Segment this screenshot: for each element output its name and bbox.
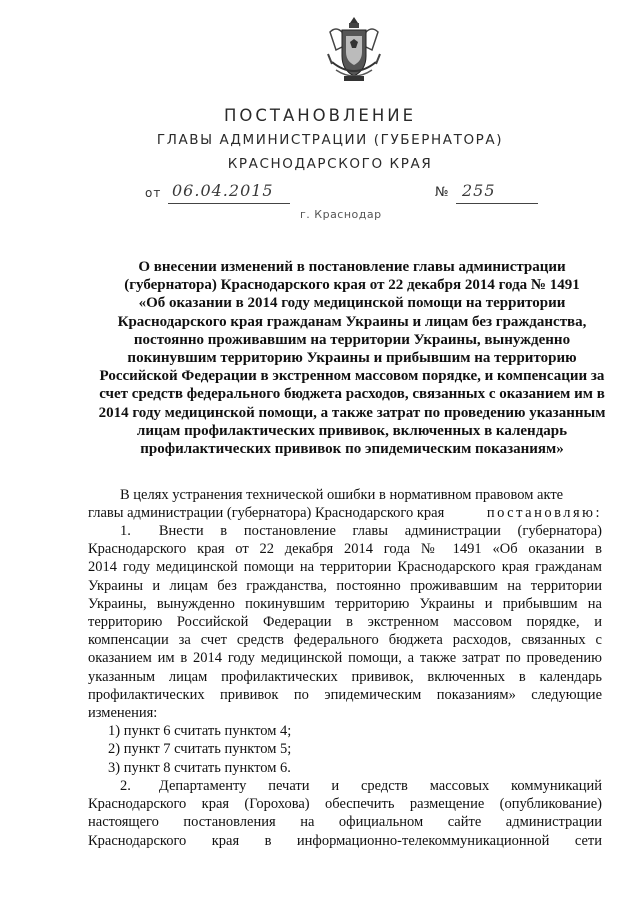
paragraph-line: Украины и лицам без гражданства, постоянно проживавшим на территории: [88, 577, 602, 594]
preamble-line: [88, 504, 602, 522]
title-line: профилактических прививок по эпидемическим показаниям»: [140, 441, 564, 458]
preamble: [88, 486, 602, 522]
paragraph-text: Внести в постановление главы администрации (губернатора): [158, 523, 602, 539]
title-line: «Об оказании в 2014 году медицинской помощи на территории: [138, 295, 566, 312]
number-prefix: №: [435, 185, 449, 200]
title-line: (губернатора) Краснодарского края от 22 декабря 2014 года № 1491: [124, 277, 580, 294]
title-line: лицам профилактических прививок, включенных в календарь: [136, 422, 568, 439]
title-line: счет средств федерального бюджета расходов, связанных с оказанием им в: [99, 386, 605, 403]
paragraph-line: компенсации за счет средств федерального бюджета расходов, связанных с: [88, 632, 602, 649]
issuer-heading-line-1: ГЛАВЫ АДМИНИСТРАЦИИ (ГУБЕРНАТОРА): [156, 132, 504, 148]
list-item: 3) пункт 8 считать пунктом 6.: [108, 759, 291, 776]
paragraph-line: профилактических прививок по эпидемическим показаниям» следующие: [88, 686, 602, 703]
paragraph-line: Краснодарского края от 22 декабря 2014 года № 1491 «Об оказании в: [88, 541, 602, 558]
paragraph-line: [88, 522, 602, 540]
preamble-line: В целях устранения технической ошибки в нормативном правовом акте: [120, 487, 564, 503]
paragraph-line: настоящего постановления на официальном сайте администрации: [88, 814, 602, 831]
number-underline: [456, 203, 538, 204]
paragraph-line: [88, 777, 602, 795]
preamble-text: главы администрации (губернатора) Краснодарского края: [88, 505, 445, 522]
resolve-word: постановляю:: [486, 505, 602, 522]
paragraph-line: Краснодарского края в информационно-телекоммуникационной сети: [88, 832, 602, 849]
paragraph-line: территорию Российской Федерации в экстренном массовом порядке, и: [88, 614, 602, 631]
paragraph-line: оказанием им в 2014 году медицинской помощи, а также затрат по проведению: [88, 650, 602, 667]
paragraph-number: 2.: [120, 778, 131, 794]
title-line: покинувшим территорию Украины и прибывшим на территорию: [127, 350, 577, 367]
date-underline: [168, 203, 290, 204]
date-prefix: от: [145, 186, 162, 200]
document-title: [78, 258, 626, 458]
paragraph-text: Департаменту печати и средств массовых коммуникаций: [158, 778, 602, 794]
title-line: Российской Федерации в экстренном массовом порядке, и компенсации за: [99, 368, 605, 385]
issuer-heading-line-2: КРАСНОДАРСКОГО КРАЯ: [227, 156, 433, 172]
title-line: постоянно проживавшим на территории Украины, вынужденно: [133, 331, 571, 348]
document-date: 06.04.2015: [172, 181, 274, 200]
coat-of-arms-icon: [322, 14, 386, 88]
paragraph-line: изменения:: [88, 705, 158, 722]
paragraph-number: 1.: [120, 523, 131, 539]
paragraph-line: указанным лицам профилактических прививок, включенных в календарь: [88, 668, 602, 685]
paragraph-line: 2014 году медицинской помощи на территории Краснодарского края гражданам: [88, 559, 602, 576]
list-item: 1) пункт 6 считать пунктом 4;: [108, 723, 292, 740]
document-number: 255: [462, 181, 496, 200]
paragraph-2: [88, 777, 602, 850]
paragraph-line: Краснодарского края (Горохова) обеспечить размещение (опубликование): [88, 796, 602, 813]
title-line: О внесении изменений в постановление главы администрации: [138, 259, 566, 275]
document-type-heading: ПОСТАНОВЛЕНИЕ: [223, 106, 416, 125]
title-line: Краснодарского края гражданам Украины и лицам без гражданства,: [117, 313, 587, 330]
city-label: г. Краснодар: [300, 208, 382, 221]
paragraph-1: [88, 522, 602, 777]
paragraph-line: Украины, вынужденно покинувшим территорию Украины и прибывшим на: [88, 595, 602, 612]
title-line: 2014 году медицинской помощи, а также затрат по проведению указанным: [98, 404, 606, 421]
list-item: 2) пункт 7 считать пунктом 5;: [108, 741, 292, 758]
